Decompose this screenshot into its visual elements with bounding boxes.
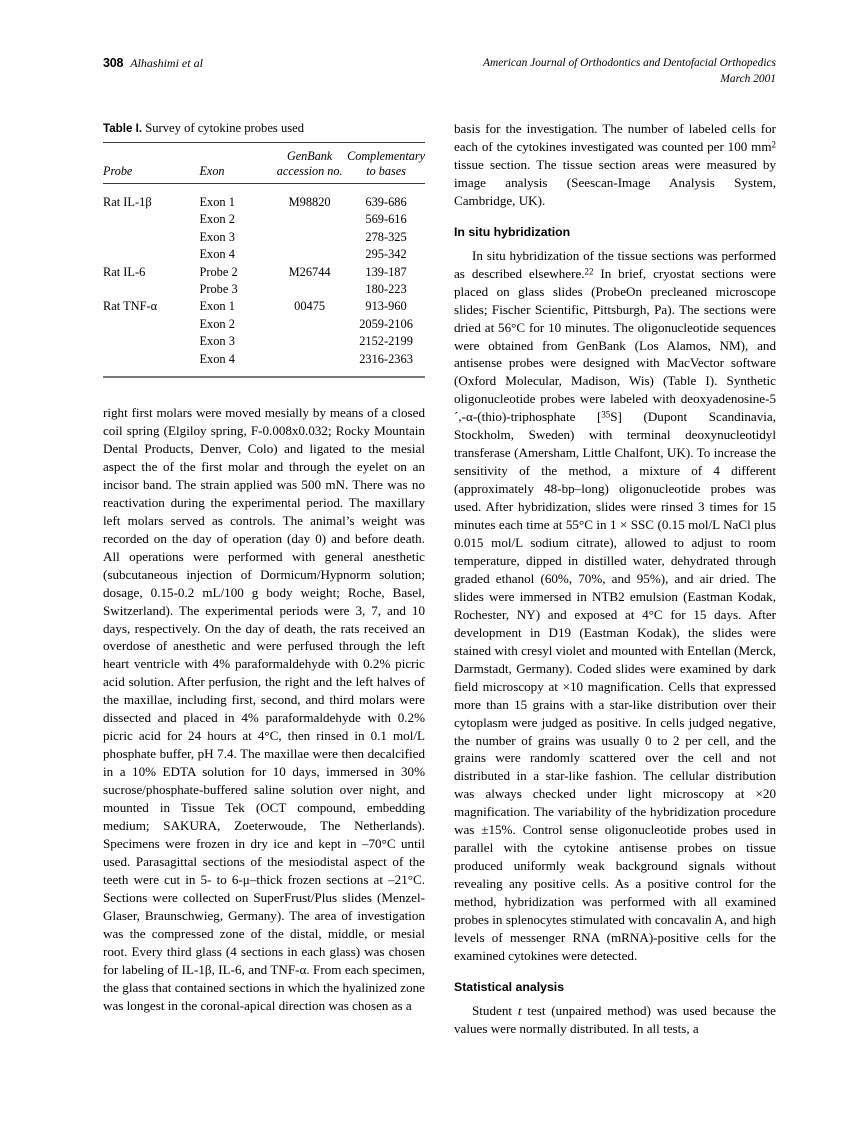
intro-text-a: basis for the investigation. The number of labeled cells for each of the cytokines investigated was counted per 100 mm xyxy=(454,121,776,154)
issue-date: March 2001 xyxy=(720,72,776,85)
cell-accession: M98820 xyxy=(288,195,331,209)
statistical-paragraph xyxy=(454,1002,776,1038)
cell-accession: M26744 xyxy=(288,264,331,279)
cell-probe xyxy=(103,229,197,246)
running-head xyxy=(103,56,776,96)
running-head-authors: Alhashimi et al xyxy=(130,56,203,70)
cell-probe xyxy=(103,281,197,298)
column-header-exon-line2: Exon xyxy=(199,163,225,178)
stat-t-symbol: t xyxy=(517,1002,522,1018)
table-row xyxy=(103,298,425,315)
cell-exon: Exon 1 xyxy=(199,195,235,209)
cell-accession xyxy=(272,246,347,263)
left-body-paragraph: right first molars were moved mesially by means of a closed coil spring (Elgiloy spring, F-0.008x0.032; Rocky Mountain Dental Products, Denver, Colo) and ligated to the mesial aspect the of the first molar and through the eyelet on an incisor band. The strain applied was 500 mN. There was no reactivation during the experimental period. The maxillary left molars served as controls. The animal’s weight was recorded on the day of operation (day 0) and before death. All operations were performed with general anesthetic (subcutaneous injection of Dormicum/Hypnorm solution; dosage, 0.15-0.2 mL/100 g body weight; Roche, Basel, Switzerland). The experimental periods were 3, 7, and 10 days, respectively. On the day of death, the rats received an overdose of anesthetic and were perfused through the left heart ventricle with 4% paraformaldehyde with 0.2% picric acid solution. After perfusion, the right and the left halves of the maxillae, including first, second, and third molars were dissected and placed in 4% paraformaldehyde with 0.2% picric acid for 24 hours at 4°C, then rinsed in 0.1 mol/L phosphate buffer, pH 7.4. The maxillae were then decalcified in a 10% EDTA solution for 10 days, immersed in 30% sucrose/phosphate-buffered saline solution over night, and mounted in Tissue Tek (OCT compound, embedding medium; SAKURA, Zoeterwoude, The Netherlands). Specimens were frozen in dry ice and kept in –70°C until used. Parasagittal sections of the mesiodistal aspect of the teeth were cut in 5- to 6-μ–thick frozen sections at –21°C. Sections were collected on SuperFrust/Plus slides (Menzel-Glaser, Braunschwieg, Germany). The area of investigation was the compressed zone of the distal, middle, or mesial root. Every third glass (4 sections in each glass) was chosen for labeling of IL-1β, IL-6, and TNF-α. From each specimen, the glass that contained sections in which the hyalinized zone was longest in the coronal-apical direction was chosen as a xyxy=(103,405,425,1013)
cell-bases: 913-960 xyxy=(365,299,407,314)
cell-bases: 295-342 xyxy=(365,247,407,262)
cell-bases: 2152-2199 xyxy=(359,334,413,349)
in-situ-text-b: In brief, cryostat sections were placed on glass slides (ProbeOn precleaned microscope slides; Fischer Scientific, Pittsburgh, Pa). The sections were dried at 56°C for 10 minutes. The oligonucleotide sequences were obtained from GenBank (Los Alamos, NM), and antisense probes were designed with MacVector software (Oxford Molecular, Madison, Wis) (Table I). Synthetic oligonucleotide probes were labeled with deoxyadenosine-5´,-α-(thio)-triphosphate [ xyxy=(454,265,776,425)
table-header-row xyxy=(103,143,425,184)
right-body-paragraph-intro xyxy=(454,120,776,210)
column-header-exon xyxy=(197,143,272,184)
stat-text-b: test (unpaired method) was used because the values were normally distributed. In all tests, a xyxy=(454,1002,776,1036)
column-header-accession-line2: accession no. xyxy=(276,163,343,178)
superscript-reference-22: 22 xyxy=(584,265,594,276)
running-head-left xyxy=(103,56,203,71)
column-header-accession-line1: GenBank xyxy=(286,149,333,163)
stat-text-a: Student xyxy=(472,1002,518,1018)
cell-exon: Probe 2 xyxy=(199,264,238,279)
page-number: 308 xyxy=(103,56,124,70)
table-row xyxy=(103,229,425,246)
cell-exon: Exon 4 xyxy=(199,247,235,262)
cell-bases: 569-616 xyxy=(365,212,407,227)
cell-accession xyxy=(272,229,347,246)
table-row xyxy=(103,264,425,281)
superscript-isotope-35: 35 xyxy=(601,409,611,420)
left-column xyxy=(103,120,425,1014)
table-row xyxy=(103,333,425,350)
column-header-bases xyxy=(347,143,425,184)
cell-exon: Exon 1 xyxy=(199,299,235,314)
column-header-probe-line2: Probe xyxy=(103,163,133,178)
section-heading-statistical-analysis: Statistical analysis xyxy=(454,979,565,994)
table-row xyxy=(103,316,425,333)
cell-accession xyxy=(272,333,347,350)
table-row xyxy=(103,211,425,228)
table-row xyxy=(103,246,425,263)
cell-accession xyxy=(272,211,347,228)
cell-exon: Exon 2 xyxy=(199,316,235,331)
table-caption xyxy=(103,120,425,137)
cell-bases: 639-686 xyxy=(365,195,407,209)
cell-exon: Exon 4 xyxy=(199,351,235,366)
in-situ-text-c: S] (Dupont Scandinavia, Stockholm, Sweden) with terminal deoxynucleotidyl transferase (Amersham, Little Chalfont, UK). To increase the sensitivity of the method, a mixture of 4 different (approximately 48-bp–long) oligonucleotide probes was used. After hybridization, slides were rinsed 3 times for 15 minutes each time at 55°C in 1 × SSC (0.15 mol/L NaCl plus 0.015 mol/L sodium citrate), allowed to adjust to room temperature, dipped in distilled water, dehydrated through graded ethanol (60%, 70%, and 95%), and air dried. The slides were immersed in NTB2 emulsion (Eastman Kodak, Rochester, NY) and exposed at 4°C for 15 days. After development in D19 (Eastman Kodak), the slides were stained with cresyl violet and mounted with Entellan (Merck, Darmstadt, Germany). Coded slides were examined by dark field microscopy at ×10 magnification. Cells that expressed more than 15 grains with a star-like distribution over their cytoplasm were judged as positive. In cells judged negative, the number of grains was usually 0 to 2 per cell, and the grains were randomly scattered over the cell and not distributed in a star-like fashion. The cellular distribution was always checked under light microscopy at ×20 magnification. The variability of the hybridization procedure was ±15%. Control sense oligonucleotide probes used in parallel with the cytokine antisense probes on tissue produced uniformly weak background signals without revealing any positive cells. As a positive control for the method, hybridization was performed with all examined probes in splenocytes stimulated with concavalin A, and high levels of messenger RNA (mRNA)-positive cells for the examined cytokines were detected. xyxy=(454,409,776,963)
cell-accession xyxy=(272,316,347,333)
cell-probe xyxy=(103,246,197,263)
cell-bases: 139-187 xyxy=(365,264,407,279)
in-situ-text-a: In situ hybridization of the tissue sections was performed as described elsewhere. xyxy=(454,247,776,281)
column-header-accession xyxy=(272,143,347,184)
cell-accession: 00475 xyxy=(294,299,326,314)
superscript-area-unit: 2 xyxy=(771,139,776,150)
column-header-probe xyxy=(103,143,197,184)
column-header-bases-line1: Complementary xyxy=(347,149,425,163)
cell-probe xyxy=(103,333,197,350)
right-column xyxy=(454,120,776,1038)
cell-probe: Rat IL-6 xyxy=(103,264,146,279)
cell-exon: Exon 3 xyxy=(199,334,235,349)
cell-bases: 278-325 xyxy=(365,229,407,244)
intro-text-b: tissue section. The tissue section areas were measured by image analysis (Seescan-Image Analysis System, Cambridge, UK). xyxy=(454,156,776,208)
table-caption-text: Survey of cytokine probes used xyxy=(145,121,305,135)
cell-probe xyxy=(103,316,197,333)
journal-title: American Journal of Orthodontics and Dentofacial Orthopedics xyxy=(483,57,776,69)
table-row xyxy=(103,351,425,368)
spacer xyxy=(103,378,425,404)
cell-bases: 180-223 xyxy=(365,282,407,297)
cell-exon: Exon 2 xyxy=(199,212,235,227)
cell-accession xyxy=(272,351,347,368)
cell-probe xyxy=(103,211,197,228)
cell-probe: Rat IL-1β xyxy=(103,195,152,209)
running-head-right xyxy=(483,56,776,87)
table-label: Table I. xyxy=(103,122,143,135)
cell-accession xyxy=(272,281,347,298)
table-row xyxy=(103,281,425,298)
cell-bases: 2059-2106 xyxy=(359,316,413,331)
table-head xyxy=(103,143,425,184)
column-header-bases-line2: to bases xyxy=(366,163,406,178)
cell-bases: 2316-2363 xyxy=(359,351,413,366)
in-situ-paragraph xyxy=(454,247,776,965)
cytokine-probes-table xyxy=(103,142,425,368)
cell-probe xyxy=(103,351,197,368)
cell-exon: Probe 3 xyxy=(199,282,238,297)
table-body xyxy=(103,184,425,369)
cell-exon: Exon 3 xyxy=(199,229,235,244)
cell-probe: Rat TNF-α xyxy=(103,299,158,314)
section-heading-in-situ-hybridization: In situ hybridization xyxy=(454,224,571,239)
table-row xyxy=(103,184,425,212)
